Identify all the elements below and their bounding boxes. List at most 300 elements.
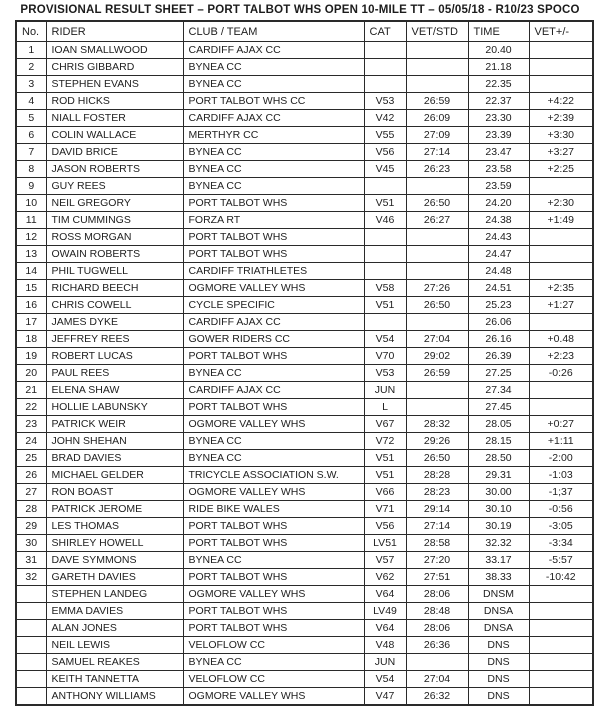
cell-vetdiff [529,314,593,331]
column-header-cat: CAT [364,21,406,42]
cell-club: PORT TALBOT WHS CC [183,93,364,110]
table-row [16,365,593,382]
cell-club: PORT TALBOT WHS [183,569,364,586]
table-row [16,501,593,518]
table-row [16,76,593,93]
cell-no: 26 [16,467,46,484]
cell-club: BYNEA CC [183,552,364,569]
table-row [16,331,593,348]
cell-vetstd: 28:06 [406,620,468,637]
results-table [15,20,594,706]
cell-club: CARDIFF AJAX CC [183,42,364,59]
cell-vetdiff [529,178,593,195]
cell-rider: JASON ROBERTS [46,161,183,178]
cell-vetdiff [529,42,593,59]
cell-time: 24.48 [468,263,529,280]
cell-vetstd [406,76,468,93]
cell-no: 25 [16,450,46,467]
header-row [16,21,593,42]
column-header-rider: RIDER [46,21,183,42]
column-header-no: No. [16,21,46,42]
cell-club: PORT TALBOT WHS [183,246,364,263]
cell-rider: PAUL REES [46,365,183,382]
cell-rider: IOAN SMALLWOOD [46,42,183,59]
cell-vetstd [406,229,468,246]
cell-rider: PATRICK JEROME [46,501,183,518]
cell-vetdiff: +0:27 [529,416,593,433]
cell-cat: JUN [364,382,406,399]
cell-vetstd: 27:14 [406,144,468,161]
cell-time: 25.23 [468,297,529,314]
cell-rider: GUY REES [46,178,183,195]
cell-no: 6 [16,127,46,144]
cell-club: CARDIFF TRIATHLETES [183,263,364,280]
table-row [16,127,593,144]
cell-time: DNS [468,671,529,688]
cell-cat: V56 [364,144,406,161]
cell-cat: V47 [364,688,406,706]
cell-rider: LES THOMAS [46,518,183,535]
cell-rider: JAMES DYKE [46,314,183,331]
cell-vetdiff: -1;37 [529,484,593,501]
cell-time: 20.40 [468,42,529,59]
cell-cat [364,314,406,331]
cell-club: VELOFLOW CC [183,637,364,654]
cell-club: BYNEA CC [183,178,364,195]
cell-vetstd: 26:23 [406,161,468,178]
cell-vetdiff: +2:35 [529,280,593,297]
table-body [16,42,593,706]
cell-no: 9 [16,178,46,195]
cell-vetdiff: +2:39 [529,110,593,127]
table-row [16,535,593,552]
cell-time: 32.32 [468,535,529,552]
table-row [16,144,593,161]
cell-rider: ANTHONY WILLIAMS [46,688,183,706]
column-header-vetstd: VET/STD [406,21,468,42]
cell-club: BYNEA CC [183,365,364,382]
cell-club: BYNEA CC [183,59,364,76]
cell-rider: JEFFREY REES [46,331,183,348]
table-row [16,382,593,399]
table-row [16,450,593,467]
table-row [16,195,593,212]
cell-club: OGMORE VALLEY WHS [183,484,364,501]
cell-cat: V51 [364,195,406,212]
cell-no: 8 [16,161,46,178]
cell-vetdiff: -2:00 [529,450,593,467]
cell-no [16,586,46,603]
cell-vetstd: 27:20 [406,552,468,569]
cell-vetdiff: +2:30 [529,195,593,212]
cell-club: PORT TALBOT WHS [183,603,364,620]
cell-time: 24.47 [468,246,529,263]
cell-vetstd: 26:50 [406,195,468,212]
cell-club: BYNEA CC [183,161,364,178]
cell-vetstd [406,178,468,195]
table-row [16,688,593,706]
table-row [16,93,593,110]
cell-cat: V70 [364,348,406,365]
column-header-club: CLUB / TEAM [183,21,364,42]
table-row [16,161,593,178]
cell-cat: JUN [364,654,406,671]
cell-no: 31 [16,552,46,569]
cell-club: CARDIFF AJAX CC [183,382,364,399]
cell-vetstd: 26:59 [406,93,468,110]
cell-time: DNS [468,688,529,706]
cell-cat: V46 [364,212,406,229]
cell-no: 18 [16,331,46,348]
cell-rider: STEPHEN EVANS [46,76,183,93]
cell-no: 4 [16,93,46,110]
cell-vetstd [406,263,468,280]
column-header-vetdiff: VET+/- [529,21,593,42]
cell-club: BYNEA CC [183,654,364,671]
cell-club: BYNEA CC [183,450,364,467]
table-row [16,484,593,501]
cell-club: MERTHYR CC [183,127,364,144]
cell-rider: RICHARD BEECH [46,280,183,297]
table-row [16,42,593,59]
cell-time: 23.47 [468,144,529,161]
cell-no: 14 [16,263,46,280]
cell-rider: GARETH DAVIES [46,569,183,586]
cell-rider: SHIRLEY HOWELL [46,535,183,552]
table-row [16,467,593,484]
cell-rider: ROBERT LUCAS [46,348,183,365]
cell-rider: EMMA DAVIES [46,603,183,620]
cell-vetstd: 29:14 [406,501,468,518]
cell-vetdiff: -5:57 [529,552,593,569]
cell-vetdiff: -3:34 [529,535,593,552]
cell-club: PORT TALBOT WHS [183,229,364,246]
cell-time: 24.38 [468,212,529,229]
cell-vetstd: 28:58 [406,535,468,552]
cell-vetdiff [529,654,593,671]
cell-rider: DAVID BRICE [46,144,183,161]
cell-cat: V62 [364,569,406,586]
cell-club: CYCLE SPECIFIC [183,297,364,314]
cell-cat: V55 [364,127,406,144]
cell-club: FORZA RT [183,212,364,229]
cell-vetstd [406,59,468,76]
cell-cat [364,246,406,263]
cell-club: VELOFLOW CC [183,671,364,688]
cell-vetstd [406,42,468,59]
table-row [16,603,593,620]
cell-rider: COLIN WALLACE [46,127,183,144]
cell-cat: V53 [364,93,406,110]
cell-no: 19 [16,348,46,365]
table-row [16,280,593,297]
cell-no: 27 [16,484,46,501]
cell-vetstd: 27:09 [406,127,468,144]
cell-cat: V45 [364,161,406,178]
cell-vetstd [406,314,468,331]
cell-cat: V67 [364,416,406,433]
cell-time: 22.37 [468,93,529,110]
cell-no [16,688,46,706]
cell-rider: ROSS MORGAN [46,229,183,246]
cell-vetstd: 26:27 [406,212,468,229]
cell-rider: OWAIN ROBERTS [46,246,183,263]
cell-vetdiff [529,637,593,654]
cell-vetdiff [529,399,593,416]
cell-vetdiff: +1:27 [529,297,593,314]
cell-time: 26.39 [468,348,529,365]
cell-club: RIDE BIKE WALES [183,501,364,518]
cell-cat: V58 [364,280,406,297]
cell-time: DNSA [468,603,529,620]
cell-club: PORT TALBOT WHS [183,620,364,637]
cell-time: 27.34 [468,382,529,399]
cell-no [16,654,46,671]
cell-vetdiff: -3:05 [529,518,593,535]
cell-cat: V42 [364,110,406,127]
cell-vetstd: 29:02 [406,348,468,365]
cell-vetstd: 28:32 [406,416,468,433]
cell-cat: V64 [364,620,406,637]
cell-cat: V51 [364,467,406,484]
table-row [16,399,593,416]
cell-time: 26.06 [468,314,529,331]
cell-cat: L [364,399,406,416]
cell-cat: V56 [364,518,406,535]
cell-time: DNS [468,637,529,654]
cell-time: 33.17 [468,552,529,569]
cell-vetstd [406,654,468,671]
cell-vetdiff: -1:03 [529,467,593,484]
cell-club: BYNEA CC [183,76,364,93]
page-title: PROVISIONAL RESULT SHEET – PORT TALBOT WHS OPEN 10-MILE TT – 05/05/18 - R10/23 SPOCO [20,4,580,16]
table-row [16,654,593,671]
cell-club: PORT TALBOT WHS [183,399,364,416]
cell-cat: V66 [364,484,406,501]
cell-time: 30.00 [468,484,529,501]
cell-no [16,603,46,620]
cell-club: GOWER RIDERS CC [183,331,364,348]
table-row [16,246,593,263]
cell-time: 23.58 [468,161,529,178]
cell-no: 11 [16,212,46,229]
cell-rider: CHRIS GIBBARD [46,59,183,76]
column-header-time: TIME [468,21,529,42]
table-row [16,178,593,195]
cell-no: 13 [16,246,46,263]
cell-vetdiff: +1:11 [529,433,593,450]
cell-vetstd: 26:36 [406,637,468,654]
cell-no: 29 [16,518,46,535]
cell-no: 15 [16,280,46,297]
cell-no: 22 [16,399,46,416]
cell-vetdiff [529,620,593,637]
cell-rider: BRAD DAVIES [46,450,183,467]
cell-vetdiff: +0.48 [529,331,593,348]
cell-no: 10 [16,195,46,212]
cell-cat: LV51 [364,535,406,552]
cell-cat: LV49 [364,603,406,620]
cell-cat: V57 [364,552,406,569]
table-row [16,552,593,569]
table-row [16,348,593,365]
cell-vetstd: 26:50 [406,450,468,467]
cell-vetdiff [529,59,593,76]
cell-time: 24.51 [468,280,529,297]
cell-time: 28.05 [468,416,529,433]
cell-no: 7 [16,144,46,161]
cell-rider: NEIL LEWIS [46,637,183,654]
cell-no: 32 [16,569,46,586]
cell-vetstd: 28:23 [406,484,468,501]
cell-vetdiff [529,263,593,280]
cell-vetstd: 26:50 [406,297,468,314]
cell-club: TRICYCLE ASSOCIATION S.W. [183,467,364,484]
cell-time: 29.31 [468,467,529,484]
cell-vetdiff: +1:49 [529,212,593,229]
cell-vetdiff [529,382,593,399]
cell-no: 28 [16,501,46,518]
cell-vetstd [406,399,468,416]
table-header [16,21,593,42]
cell-cat: V71 [364,501,406,518]
cell-time: 21.18 [468,59,529,76]
cell-time: 30.10 [468,501,529,518]
cell-vetstd: 29:26 [406,433,468,450]
cell-vetdiff: +2:23 [529,348,593,365]
cell-no: 20 [16,365,46,382]
cell-time: 27.45 [468,399,529,416]
cell-rider: ALAN JONES [46,620,183,637]
cell-rider: CHRIS COWELL [46,297,183,314]
cell-time: 28.50 [468,450,529,467]
cell-rider: ROD HICKS [46,93,183,110]
cell-vetdiff: +2:25 [529,161,593,178]
cell-club: BYNEA CC [183,433,364,450]
cell-club: PORT TALBOT WHS [183,348,364,365]
cell-rider: NIALL FOSTER [46,110,183,127]
cell-cat: V51 [364,297,406,314]
table-row [16,433,593,450]
cell-club: PORT TALBOT WHS [183,518,364,535]
cell-club: CARDIFF AJAX CC [183,314,364,331]
cell-time: 28.15 [468,433,529,450]
cell-rider: JOHN SHEHAN [46,433,183,450]
table-row [16,297,593,314]
cell-time: DNS [468,654,529,671]
cell-vetstd: 28:48 [406,603,468,620]
cell-vetstd [406,246,468,263]
cell-rider: RON BOAST [46,484,183,501]
cell-vetdiff: +4:22 [529,93,593,110]
cell-vetstd: 28:28 [406,467,468,484]
cell-cat [364,59,406,76]
cell-no: 17 [16,314,46,331]
cell-vetdiff [529,671,593,688]
cell-vetstd: 26:59 [406,365,468,382]
cell-vetstd: 27:04 [406,671,468,688]
cell-time: 30.19 [468,518,529,535]
cell-vetdiff: +3:30 [529,127,593,144]
cell-time: DNSA [468,620,529,637]
cell-cat [364,229,406,246]
cell-no: 12 [16,229,46,246]
table-row [16,620,593,637]
table-row [16,229,593,246]
cell-vetdiff [529,229,593,246]
cell-club: PORT TALBOT WHS [183,195,364,212]
cell-vetdiff [529,603,593,620]
cell-club: PORT TALBOT WHS [183,535,364,552]
cell-no: 5 [16,110,46,127]
cell-no: 30 [16,535,46,552]
cell-vetdiff [529,246,593,263]
cell-time: 24.20 [468,195,529,212]
cell-cat: V48 [364,637,406,654]
cell-no [16,637,46,654]
cell-vetstd: 26:09 [406,110,468,127]
cell-cat: V53 [364,365,406,382]
cell-time: DNSM [468,586,529,603]
table-row [16,586,593,603]
table-row [16,637,593,654]
cell-no: 23 [16,416,46,433]
cell-vetstd [406,382,468,399]
cell-rider: ELENA SHAW [46,382,183,399]
cell-vetdiff: +3:27 [529,144,593,161]
cell-no [16,671,46,688]
cell-cat [364,42,406,59]
table-row [16,212,593,229]
cell-cat: V54 [364,331,406,348]
cell-no: 2 [16,59,46,76]
cell-no: 21 [16,382,46,399]
cell-time: 23.30 [468,110,529,127]
table-row [16,416,593,433]
cell-vetdiff [529,76,593,93]
cell-vetstd: 27:04 [406,331,468,348]
cell-rider: STEPHEN LANDEG [46,586,183,603]
cell-club: OGMORE VALLEY WHS [183,416,364,433]
cell-rider: PHIL TUGWELL [46,263,183,280]
cell-rider: MICHAEL GELDER [46,467,183,484]
cell-vetdiff: -0:26 [529,365,593,382]
cell-cat: V51 [364,450,406,467]
cell-time: 24.43 [468,229,529,246]
cell-time: 27.25 [468,365,529,382]
cell-rider: TIM CUMMINGS [46,212,183,229]
cell-vetdiff [529,586,593,603]
cell-time: 38.33 [468,569,529,586]
cell-time: 23.39 [468,127,529,144]
cell-cat [364,76,406,93]
cell-cat: V54 [364,671,406,688]
cell-no: 3 [16,76,46,93]
cell-time: 23.59 [468,178,529,195]
cell-vetstd: 28:06 [406,586,468,603]
table-row [16,263,593,280]
cell-no: 16 [16,297,46,314]
cell-rider: SAMUEL REAKES [46,654,183,671]
table-row [16,671,593,688]
cell-club: OGMORE VALLEY WHS [183,280,364,297]
table-row [16,314,593,331]
table-row [16,110,593,127]
cell-rider: DAVE SYMMONS [46,552,183,569]
cell-vetstd: 27:14 [406,518,468,535]
cell-club: BYNEA CC [183,144,364,161]
cell-vetstd: 26:32 [406,688,468,706]
